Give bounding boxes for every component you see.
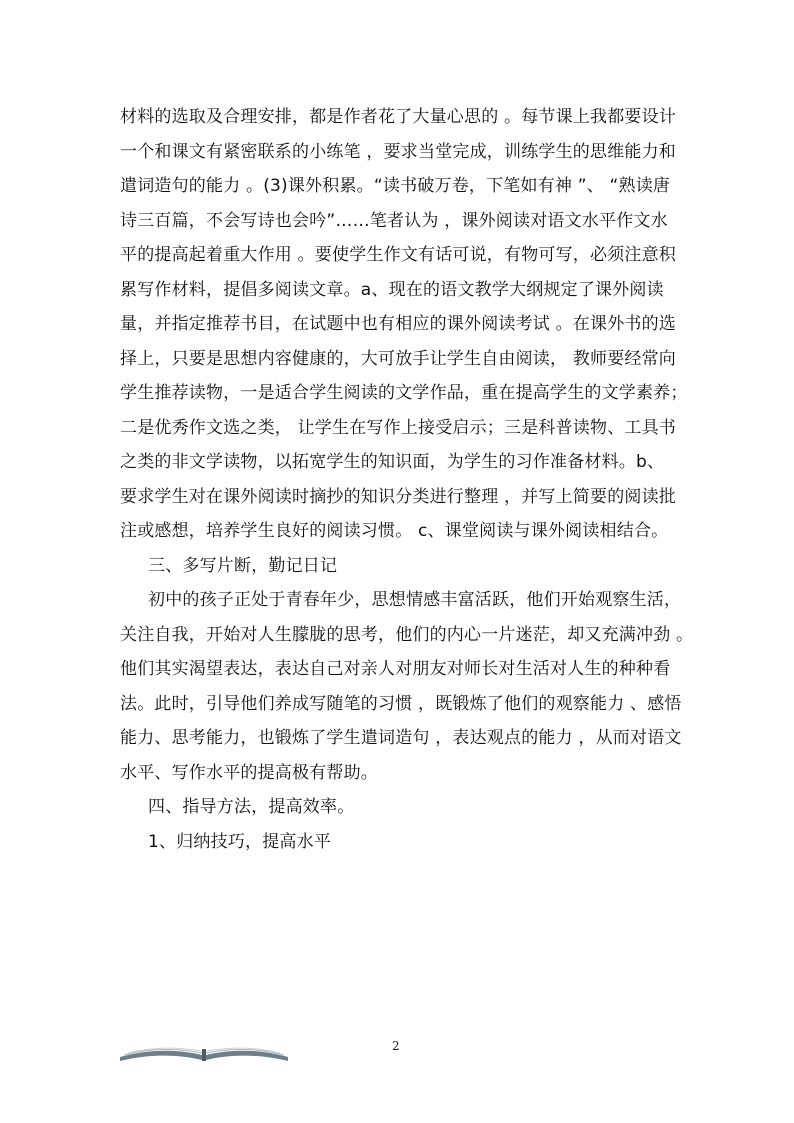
sub-heading: 1、归纳技巧，提高水平: [148, 831, 332, 852]
open-book-icon: [118, 1041, 290, 1063]
paragraph-line: 一个和课文有紧密联系的小练笔 ，要求当堂完成，训练学生的思维能力和: [120, 141, 677, 162]
page-number: 2: [392, 1039, 400, 1053]
body-text: [120, 100, 694, 859]
paragraph-line: 水平、写作水平的提高极有帮助。: [120, 762, 378, 783]
paragraph-line: 平的提高起着重大作用 。要使学生作文有话可说，有物可写，必须注意积: [120, 245, 677, 265]
paragraph-line: 他们其实渴望表达，表达自己对亲人对朋友对师长对生活对人生的种种看: [120, 659, 671, 679]
paragraph-line: 诗三百篇，不会写诗也会吟”……笔者认为 ，课外阅读对语文水平作文水: [120, 210, 668, 231]
paragraph-line: 材料的选取及合理安排，都是作者花了大量心思的 。每节课上我都要设计: [120, 107, 677, 127]
paragraph-line: 遣词造句的能力 。(3)课外积累。“读书破万卷，下笔如有神 ”、 “熟读唐: [120, 176, 671, 196]
paragraph-line: 注或感想，培养学生良好的阅读习惯。 c、课堂阅读与课外阅读相结合。: [120, 521, 669, 541]
paragraph-line: 之类的非文学读物，以拓宽学生的知识面，为学生的习作准备材料。b、: [120, 452, 665, 472]
paragraph-line: 初中的孩子正处于青春年少，思想情感丰富活跃，他们开始观察生活，: [148, 590, 682, 610]
paragraph-line: 关注自我，开始对人生朦胧的思考，他们的内心一片迷茫，却又充满冲劲 。: [120, 624, 694, 645]
paragraph-line: 二是优秀作文选之类， 让学生在写作上接受启示；三是科普读物、工具书: [120, 417, 677, 438]
paragraph-line: 要求学生对在课外阅读时摘抄的知识分类进行整理 ，并写上简要的阅读批: [120, 486, 677, 507]
section-heading: 三、多写片断，勤记日记: [148, 555, 338, 576]
paragraph-line: 法。此时，引导他们养成写随笔的习惯 ，既锻炼了他们的观察能力 、感悟: [120, 693, 682, 714]
paragraph-line: 择上，只要是思想内容健康的，大可放手让学生自由阅读， 教师要经常向: [120, 348, 677, 369]
paragraph-line: 学生推荐读物，一是适合学生阅读的文学作品，重在提高学生的文学素养；: [120, 383, 688, 403]
paragraph-line: 量，并指定推荐书目，在试题中也有相应的课外阅读考试 。在课外书的选: [120, 314, 677, 334]
section-heading: 四、指导方法，提高效率。: [148, 797, 355, 817]
paragraph-line: 能力、思考能力，也锻炼了学生遣词造句 ，表达观点的能力 ，从而对语文: [120, 728, 682, 748]
paragraph-line: 累写作材料，提倡多阅读文章。a、现在的语文教学大纲规定了课外阅读: [120, 279, 664, 300]
